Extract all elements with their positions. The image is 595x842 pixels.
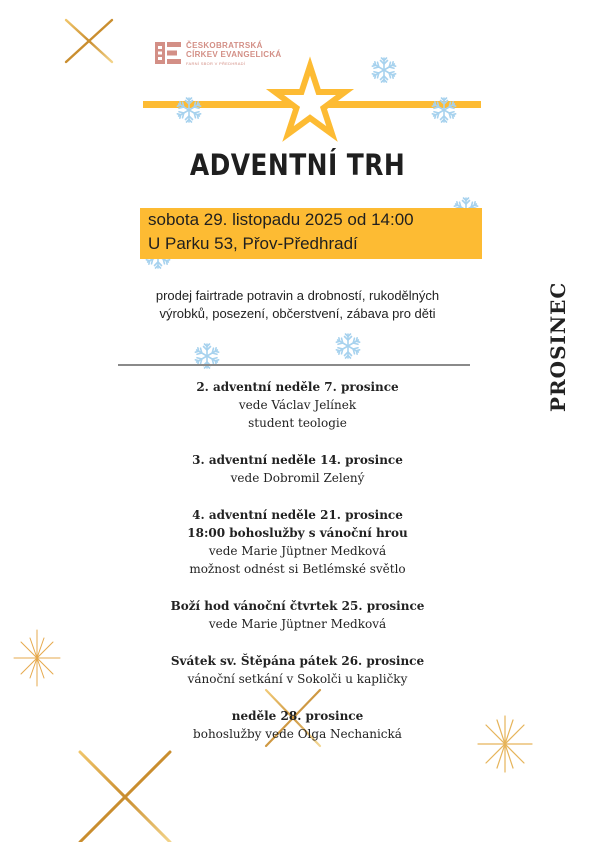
schedule-subheading: 18:00 bohoslužby s vánoční hrou: [187, 526, 408, 540]
description-line-2: výrobků, posezení, občerstvení, zábava pro děti: [159, 306, 436, 321]
schedule-item: [110, 506, 485, 578]
schedule-item: [110, 707, 485, 743]
schedule-detail: vánoční setkání v Sokolči u kapličky: [187, 672, 408, 686]
snowflake-icon: [432, 98, 456, 122]
sparkle-icon: [14, 630, 60, 686]
schedule-detail: bohoslužby vede Olga Nechanická: [193, 727, 402, 741]
sparkle-icon: [42, 18, 136, 70]
star-icon: [275, 66, 345, 134]
sparkle-icon: [478, 716, 532, 772]
snowflake-icon: [372, 58, 396, 82]
divider: [118, 364, 470, 366]
schedule-heading: Boží hod vánoční čtvrtek 25. prosince: [170, 599, 425, 613]
logo-line-1: ČESKOBRATRSKÁ: [186, 41, 263, 50]
description-line-1: prodej fairtrade potravin a drobností, rukodělných: [155, 288, 440, 303]
logo-line-2: CÍRKEV EVANGELICKÁ: [186, 50, 282, 59]
church-logo-text: [186, 41, 281, 68]
schedule-heading: 4. adventní neděle 21. prosince: [192, 508, 403, 522]
schedule-item: [110, 652, 485, 688]
page-title: ADVENTNÍ TRH: [189, 148, 406, 182]
schedule-heading: neděle 28. prosince: [231, 709, 364, 723]
schedule-item: [110, 378, 485, 432]
schedule-list: [110, 378, 485, 762]
church-logo-icon: [155, 42, 181, 64]
snowflake-icon: [177, 98, 201, 122]
schedule-item: [110, 597, 485, 633]
schedule-detail: vede Marie Jüptner Medková: [208, 617, 387, 631]
snowflake-icon: [336, 334, 360, 358]
side-label-month: PROSINEC: [546, 281, 570, 412]
event-date: sobota 29. listopadu 2025 od 14:00: [148, 210, 414, 229]
schedule-detail: možnost odnést si Betlémské světlo: [189, 562, 406, 576]
schedule-heading: 2. adventní neděle 7. prosince: [196, 380, 399, 394]
schedule-heading: 3. adventní neděle 14. prosince: [192, 453, 403, 467]
logo-line-3: FARNÍ SBOR V PŘEDHRADÍ: [186, 61, 246, 66]
schedule-detail: student teologie: [248, 416, 347, 430]
schedule-heading: Svátek sv. Štěpána pátek 26. prosince: [170, 654, 425, 668]
schedule-item: [110, 451, 485, 487]
event-address: U Parku 53, Přov-Předhradí: [148, 234, 358, 253]
schedule-detail: vede Dobromil Zelený: [230, 471, 365, 485]
schedule-detail: vede Václav Jelínek: [238, 398, 357, 412]
schedule-detail: vede Marie Jüptner Medková: [208, 544, 387, 558]
